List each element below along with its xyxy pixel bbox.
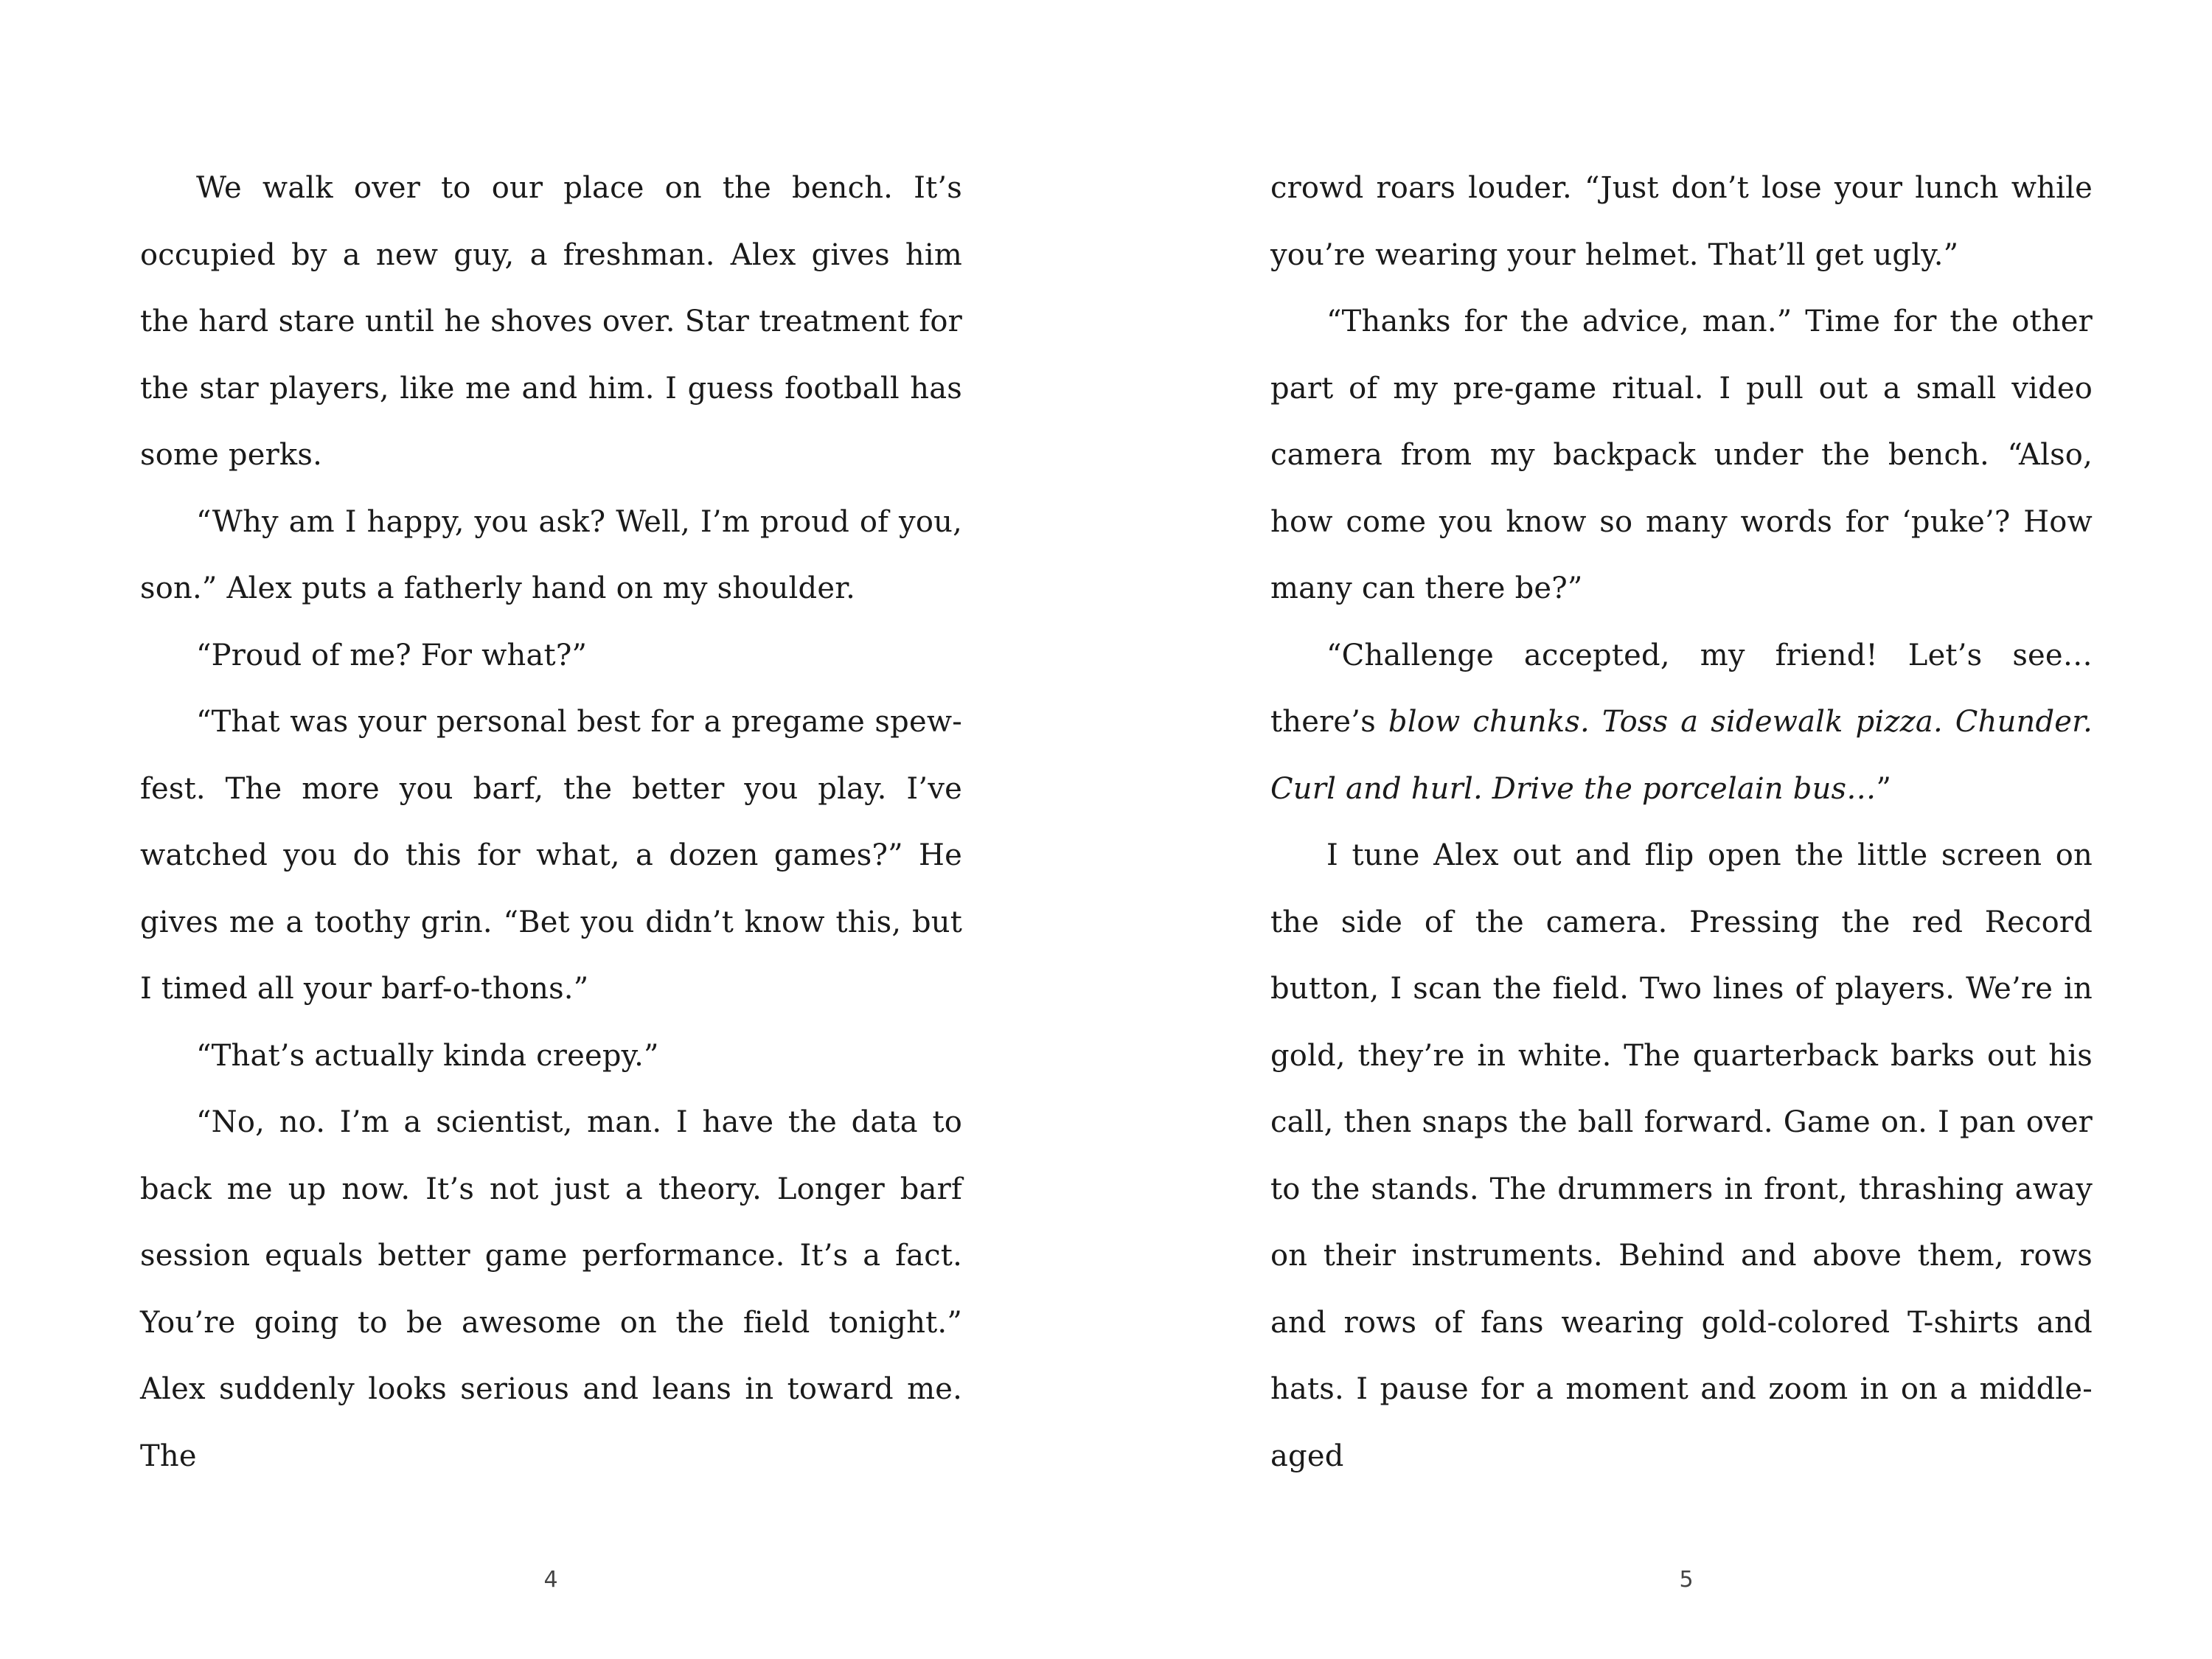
italic-phrase: blow chunks. Toss a sidewalk pizza. Chunder. Curl and hurl. Drive the porcelain bus… xyxy=(1270,705,2093,806)
paragraph: “No, no. I’m a scientist, man. I have the data to back me up now. It’s not just a theory. Longer barf session equals better game performance. It’s a fact. You’re going to be awesome on the field tonight.” Alex suddenly looks serious and leans in toward me. The xyxy=(140,1105,962,1473)
right-page xyxy=(1106,0,2212,1659)
paragraph-text: “Challenge accepted, my friend! Let’s see…there’s xyxy=(1270,638,2093,739)
paragraph: We walk over to our place on the bench. It’s occupied by a new guy, a freshman. Alex gives him the hard stare until he shoves over. Star treatment for the star players, like me and him. I guess football has some perks. xyxy=(140,171,962,472)
paragraph: “Proud of me? For what?” xyxy=(196,638,588,672)
paragraph: “That’s actually kinda creepy.” xyxy=(196,1038,659,1073)
paragraph: crowd roars louder. “Just don’t lose your lunch while you’re wearing your helmet. That’ll get ugly.” xyxy=(1270,171,2093,272)
paragraph: “Why am I happy, you ask? Well, I’m proud of you, son.” Alex puts a fatherly hand on my shoulder. xyxy=(140,504,962,605)
paragraph: “Thanks for the advice, man.” Time for the other part of my pre-game ritual. I pull out a small video camera from my backpack under the bench. “Also, how come you know so many words for ‘puke’? How many can there be?” xyxy=(1270,305,2093,605)
paragraph xyxy=(1270,622,2093,823)
paragraph: I tune Alex out and flip open the little screen on the side of the camera. Pressing the red Record button, I scan the field. Two lines of players. We’re in gold, they’re in white. The quarterback barks out his call, then snaps the ball forward. Game on. I pan over to the stands. The drummers in front, thrashing away on their instruments. Behind and above them, rows and rows of fans wearing gold-colored T-shirts and hats. I pause for a moment and zoom in on a middle-aged xyxy=(1270,838,2093,1473)
paragraph: “That was your personal best for a pregame spew-fest. The more you barf, the better you play. I’ve watched you do this for what, a dozen games?” He gives me a toothy grin. “Bet you didn’t know this, but I timed all your barf-o-thons.” xyxy=(140,705,962,1006)
right-page-text xyxy=(1270,155,2093,1489)
paragraph-text: ” xyxy=(1876,771,1892,806)
page-number: 5 xyxy=(1679,1567,1694,1593)
left-page-text xyxy=(140,155,962,1489)
page-number: 4 xyxy=(543,1567,558,1593)
